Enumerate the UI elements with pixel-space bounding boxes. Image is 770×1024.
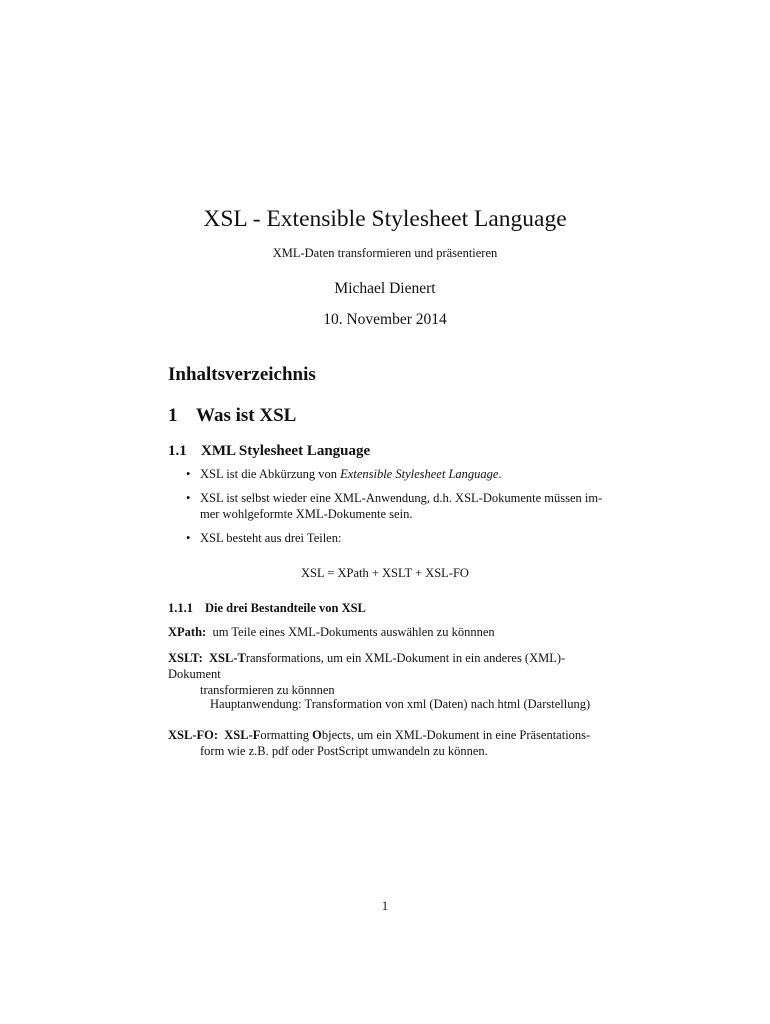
description-xslfo: XSL-FO: XSL-Formatting Objects, um ein XML-Dokument in eine Präsentations- form wie z.B. pdf oder PostScript umwandeln zu können. xyxy=(168,728,591,758)
subsubsection-number: 1.1.1 xyxy=(168,601,193,615)
bullet-icon: • xyxy=(186,531,191,545)
list-item: • XSL besteht aus drei Teilen: xyxy=(186,531,342,545)
description-xpath: XPath: um Teile eines XML-Dokuments auswählen zu könnnen xyxy=(168,625,495,639)
section-number: 1 xyxy=(168,405,178,426)
list-item: • XSL ist die Abkürzung von Extensible Stylesheet Language. xyxy=(186,467,502,481)
description-term: XSL-FO: xyxy=(168,728,218,742)
document-subtitle: XML-Daten transformieren und präsentieren xyxy=(272,246,498,260)
bullet-icon: • xyxy=(186,467,191,481)
subsubsection-title: Die drei Bestandteile von XSL xyxy=(205,601,366,615)
subsection-heading xyxy=(168,441,370,461)
subsection-title: XML Stylesheet Language xyxy=(201,443,371,459)
subsubsection-heading xyxy=(168,600,366,616)
emphasis: Extensible Stylesheet Language xyxy=(340,467,499,481)
document-title: XSL - Extensible Stylesheet Language xyxy=(203,206,567,232)
list-item: • XSL ist selbst wieder eine XML-Anwendung, d.h. XSL-Dokumente müssen im- mer wohlgeformte XML-Dokumente sein. xyxy=(186,491,603,521)
subsection-number: 1.1 xyxy=(168,443,187,459)
document-date: 10. November 2014 xyxy=(323,311,447,328)
description-term: XPath: xyxy=(168,625,207,639)
page-number: 1 xyxy=(381,899,389,913)
description-term: XSLT: xyxy=(168,651,203,665)
bullet-icon: • xyxy=(186,491,191,505)
description-xslt: XSLT: XSL-Transformations, um ein XML-Dokument in ein anderes (XML)-Dokument transformieren zu könnnen xyxy=(168,651,566,697)
formula: XSL = XPath + XSLT + XSL-FO xyxy=(301,566,469,580)
section-title: Was ist XSL xyxy=(196,405,297,426)
section-heading xyxy=(168,404,296,428)
bullet-list xyxy=(168,466,608,554)
document-author: Michael Dienert xyxy=(334,280,436,297)
toc-heading: Inhaltsverzeichnis xyxy=(168,364,316,385)
hauptanwendung-text: Hauptanwendung: Transformation von xml (Daten) nach html (Darstellung) xyxy=(210,697,591,711)
